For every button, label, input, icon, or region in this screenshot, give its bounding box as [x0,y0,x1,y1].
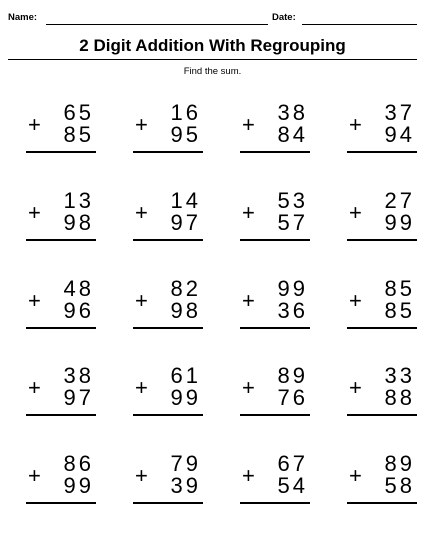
answer-line [26,151,96,153]
addition-problem [240,278,310,338]
top-addend: 38 [63,363,94,388]
answer-line [26,239,96,241]
top-addend: 38 [277,100,308,125]
answer-line [240,327,310,329]
bottom-addend: 98 [63,210,94,235]
answer-line [133,327,203,329]
answer-line [26,414,96,416]
top-addend: 13 [63,188,94,213]
bottom-addend: 99 [170,385,201,410]
bottom-addend: 99 [384,210,415,235]
top-addend: 82 [170,276,201,301]
addition-problem [240,102,310,162]
plus-sign: + [242,375,255,400]
top-addend: 99 [277,276,308,301]
bottom-addend: 96 [63,298,94,323]
addition-problem [133,453,203,513]
plus-sign: + [242,112,255,137]
top-addend: 33 [384,363,415,388]
answer-line [133,414,203,416]
answer-line [240,239,310,241]
top-addend: 85 [384,276,415,301]
plus-sign: + [135,112,148,137]
answer-line [26,502,96,504]
addition-problem [133,102,203,162]
addition-problem [347,453,417,513]
date-label: Date: [272,12,296,23]
plus-sign: + [28,112,41,137]
date-line [302,24,417,25]
plus-sign: + [135,288,148,313]
plus-sign: + [28,463,41,488]
bottom-addend: 36 [277,298,308,323]
answer-line [347,502,417,504]
bottom-addend: 58 [384,473,415,498]
plus-sign: + [242,288,255,313]
bottom-addend: 85 [63,122,94,147]
bottom-addend: 76 [277,385,308,410]
top-addend: 67 [277,451,308,476]
top-addend: 53 [277,188,308,213]
plus-sign: + [135,375,148,400]
addition-problem [347,278,417,338]
plus-sign: + [135,463,148,488]
addition-problem [347,102,417,162]
plus-sign: + [349,288,362,313]
top-addend: 86 [63,451,94,476]
plus-sign: + [242,200,255,225]
top-addend: 37 [384,100,415,125]
addition-problem [347,365,417,425]
answer-line [347,327,417,329]
top-addend: 27 [384,188,415,213]
bottom-addend: 84 [277,122,308,147]
top-addend: 14 [170,188,201,213]
answer-line [347,414,417,416]
addition-problem [240,190,310,250]
bottom-addend: 98 [170,298,201,323]
instruction-text: Find the sum. [183,66,242,77]
addition-problem [26,365,96,425]
top-addend: 79 [170,451,201,476]
answer-line [26,327,96,329]
answer-line [347,239,417,241]
bottom-addend: 97 [63,385,94,410]
worksheet-title: 2 Digit Addition With Regrouping [79,36,346,55]
title-divider [8,59,417,60]
addition-problem [347,190,417,250]
addition-problem [26,453,96,513]
top-addend: 48 [63,276,94,301]
plus-sign: + [349,112,362,137]
top-addend: 61 [170,363,201,388]
worksheet-header [8,10,417,26]
plus-sign: + [349,375,362,400]
plus-sign: + [349,463,362,488]
addition-problem [26,190,96,250]
top-addend: 16 [170,100,201,125]
answer-line [133,239,203,241]
bottom-addend: 57 [277,210,308,235]
plus-sign: + [242,463,255,488]
answer-line [240,502,310,504]
bottom-addend: 99 [63,473,94,498]
addition-problem [133,190,203,250]
addition-problem [240,365,310,425]
plus-sign: + [28,288,41,313]
addition-problem [133,365,203,425]
name-label: Name: [8,12,38,23]
addition-problem [133,278,203,338]
top-addend: 89 [277,363,308,388]
bottom-addend: 54 [277,473,308,498]
top-addend: 65 [63,100,94,125]
bottom-addend: 85 [384,298,415,323]
addition-problem [26,102,96,162]
answer-line [347,151,417,153]
addition-problem [26,278,96,338]
plus-sign: + [28,375,41,400]
bottom-addend: 88 [384,385,415,410]
addition-problem [240,453,310,513]
bottom-addend: 94 [384,122,415,147]
name-line [46,24,268,25]
top-addend: 89 [384,451,415,476]
plus-sign: + [28,200,41,225]
answer-line [240,414,310,416]
plus-sign: + [135,200,148,225]
bottom-addend: 97 [170,210,201,235]
bottom-addend: 95 [170,122,201,147]
bottom-addend: 39 [170,473,201,498]
answer-line [133,502,203,504]
answer-line [240,151,310,153]
plus-sign: + [349,200,362,225]
answer-line [133,151,203,153]
